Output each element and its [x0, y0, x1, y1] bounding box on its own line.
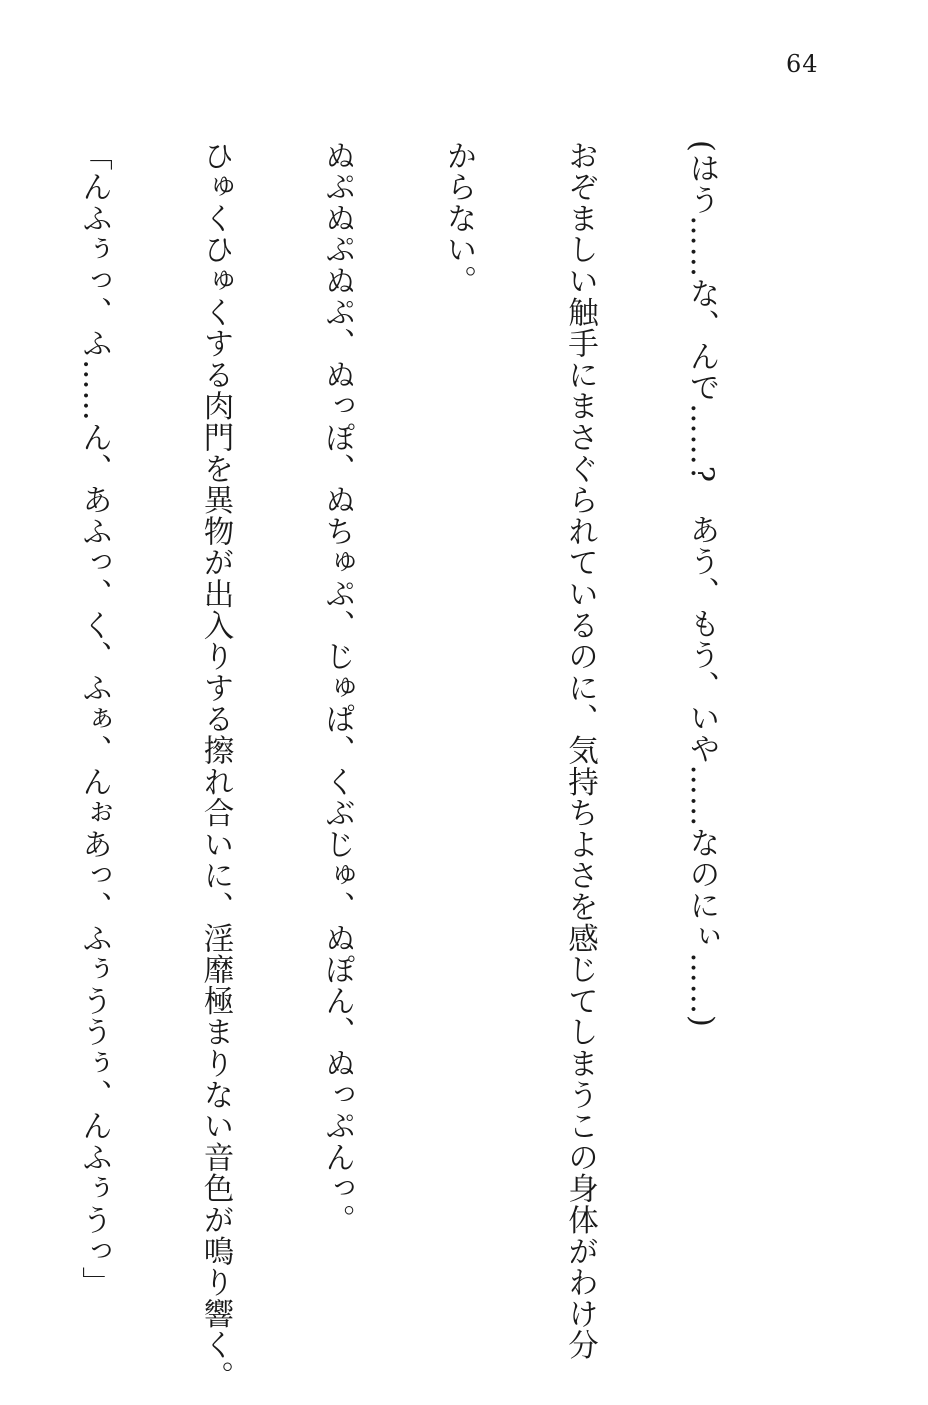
text-line: ひゅくひゅくする肉門を異物が出入りする擦れ合いに、淫靡極まりない音色が鳴り響く。 [198, 140, 233, 1392]
text-line: ぬぷぬぷぬぷ、ぬっぽ、ぬちゅぷ、じゅぱ、くぶじゅ、ぬぽん、ぬっぷんっ。 [319, 140, 355, 1236]
text-line: 「んふぅっ、ふ……ん、あふっ、く、ふぁ、んぉあっ、ふぅううぅ、んふぅうっ」 [76, 140, 112, 1299]
text-line: おぞましい触手にまさぐられているのに、気持ちよさを感じてしまうこの身体がわけ分 [562, 140, 598, 1361]
text-line: からない。 [441, 140, 476, 297]
body-text [0, 140, 802, 1392]
page-number: 64 [786, 50, 819, 78]
text-line: (はう……な、んで……? あう、もう、いや……なのにぃ……) [684, 140, 719, 1028]
